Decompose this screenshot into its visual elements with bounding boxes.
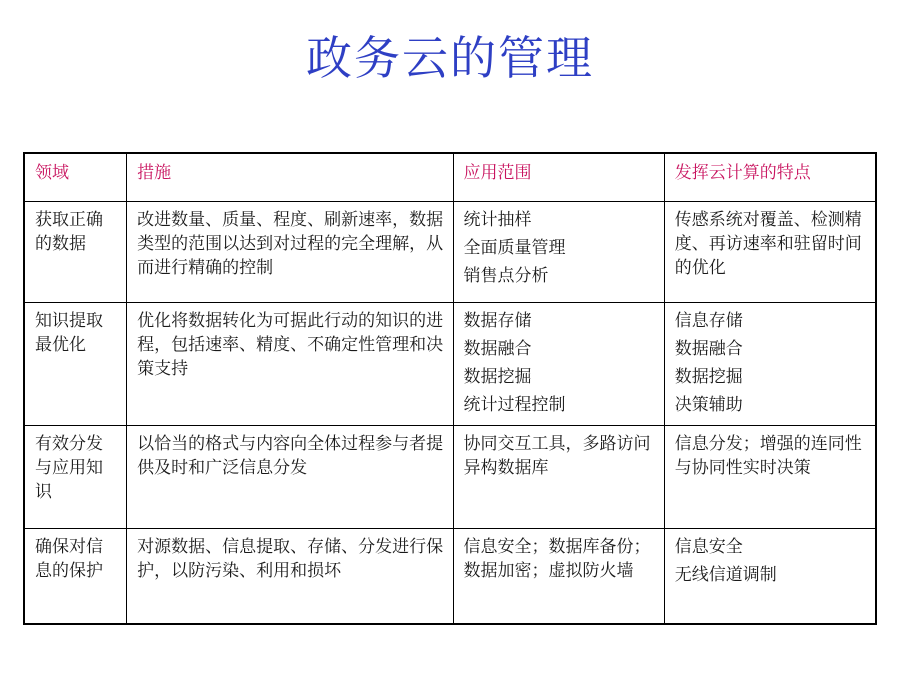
feature-item: 数据融合 xyxy=(674,339,743,359)
feature-item: 决策辅助 xyxy=(674,395,743,415)
feature-item: 数据挖掘 xyxy=(674,367,743,387)
header-domain: 领域 xyxy=(24,153,127,202)
cell-scope xyxy=(453,202,664,303)
cell-features xyxy=(664,202,876,303)
header-scope: 应用范围 xyxy=(453,153,664,202)
scope-item: 数据存储 xyxy=(463,311,532,331)
feature-item: 传感系统对覆盖、检测精度、再访速率和驻留时间的优化 xyxy=(674,210,862,278)
cell-domain: 知识提取最优化 xyxy=(24,303,127,426)
cell-measure: 以恰当的格式与内容向全体过程参与者提供及时和广泛信息分发 xyxy=(127,426,453,529)
cell-features xyxy=(664,426,876,529)
table-row xyxy=(24,426,876,529)
cell-scope xyxy=(453,426,664,529)
scope-item: 协同交互工具，多路访问异构数据库 xyxy=(463,434,651,478)
cell-features xyxy=(664,529,876,625)
feature-item: 信息分发；增强的连同性与协同性实时决策 xyxy=(674,434,862,478)
table-row xyxy=(24,529,876,625)
cell-measure: 优化将数据转化为可据此行动的知识的进程，包括速率、精度、不确定性管理和决策支持 xyxy=(127,303,453,426)
cell-scope xyxy=(453,303,664,426)
header-measures: 措施 xyxy=(127,153,453,202)
table-row xyxy=(24,202,876,303)
scope-item: 数据融合 xyxy=(463,339,532,359)
scope-item: 销售点分析 xyxy=(463,266,549,286)
scope-item: 统计过程控制 xyxy=(463,395,566,415)
header-features: 发挥云计算的特点 xyxy=(664,153,876,202)
cell-domain: 获取正确的数据 xyxy=(24,202,127,303)
cell-domain: 确保对信息的保护 xyxy=(24,529,127,625)
cell-scope xyxy=(453,529,664,625)
scope-item: 信息安全；数据库备份；数据加密；虚拟防火墙 xyxy=(463,537,651,581)
feature-item: 信息存储 xyxy=(674,311,743,331)
cell-measure: 对源数据、信息提取、存储、分发进行保护，以防污染、利用和损坏 xyxy=(127,529,453,625)
page-title: 政务云的管理 xyxy=(306,31,594,85)
table-row xyxy=(24,303,876,426)
table-header-row xyxy=(24,153,876,202)
feature-item: 信息安全 xyxy=(674,537,743,557)
scope-item: 全面质量管理 xyxy=(463,238,566,258)
scope-item: 数据挖掘 xyxy=(463,367,532,387)
scope-item: 统计抽样 xyxy=(463,210,532,230)
cell-features xyxy=(664,303,876,426)
cell-domain: 有效分发与应用知识 xyxy=(24,426,127,529)
feature-item: 无线信道调制 xyxy=(674,565,777,585)
cell-measure: 改进数量、质量、程度、刷新速率，数据类型的范围以达到对过程的完全理解，从而进行精确的控制 xyxy=(127,202,453,303)
management-table xyxy=(23,152,877,625)
